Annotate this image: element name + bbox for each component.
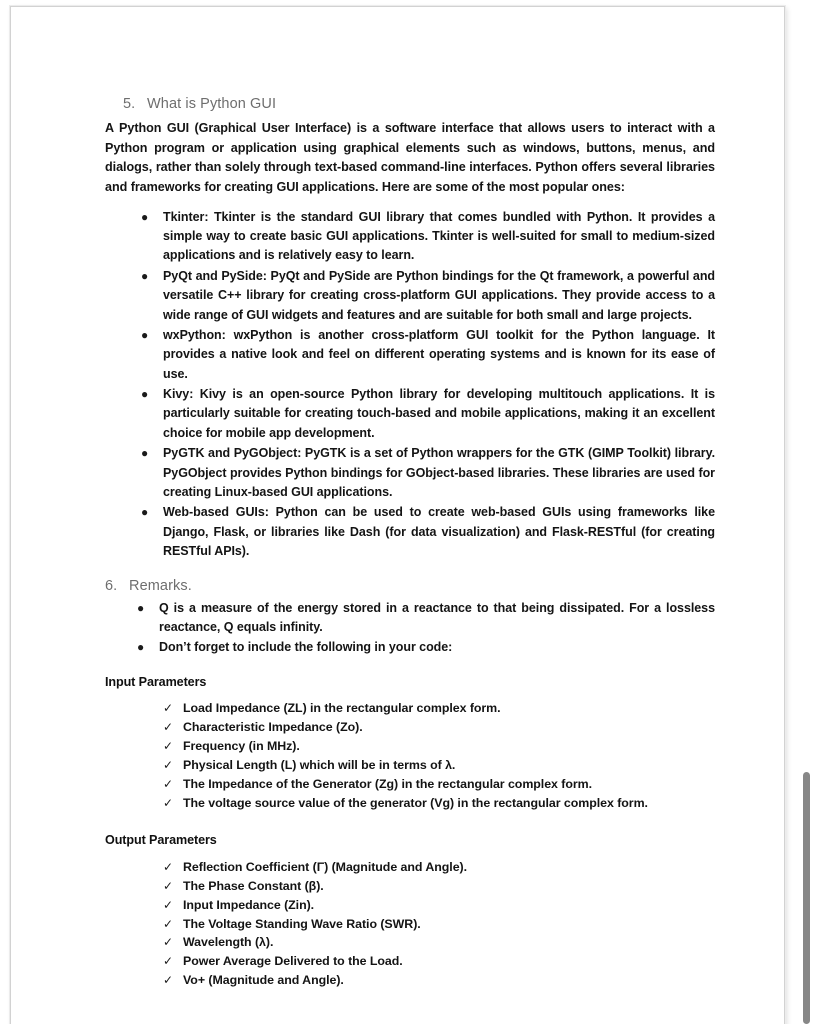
list-item-text: Kivy: Kivy is an open-source Python library for developing multitouch applications. It is particularly suitable for creating touch-based and mobile applications, making it an excellent choice for mobile app development. <box>163 387 715 440</box>
list-item <box>105 267 715 325</box>
list-item <box>105 971 715 990</box>
check-icon: ✓ <box>163 878 174 893</box>
disc-bullet-icon: ● <box>141 505 149 520</box>
list-item <box>105 858 715 877</box>
section-title-6: Remarks. <box>129 578 192 595</box>
list-item-text: Frequency (in MHz). <box>183 739 300 753</box>
list-item <box>105 208 715 266</box>
section-5-paragraph: A Python GUI (Graphical User Interface) is a software interface that allows users to interact with a Python program or application using graphical elements such as windows, buttons, menus, and dialogs, rather than solely through text-based command-line interfaces. Python offers several libraries and frameworks for creating GUI applications. Here are some of the most popular ones: <box>105 121 715 195</box>
list-item-text: Physical Length (L) which will be in terms of λ. <box>183 757 456 772</box>
scrollbar-thumb[interactable] <box>803 772 810 1024</box>
list-item <box>105 503 715 561</box>
input-parameters-heading: Input Parameters <box>105 674 207 689</box>
check-icon: ✓ <box>163 935 174 950</box>
output-parameters-list <box>105 858 715 990</box>
list-item <box>105 385 715 443</box>
list-item-text: Wavelength (λ). <box>183 935 274 950</box>
list-item <box>105 915 715 934</box>
gui-library-list <box>105 208 715 562</box>
list-item <box>105 326 715 384</box>
remarks-list <box>105 599 715 658</box>
check-icon: ✓ <box>163 739 174 753</box>
section-title-5: What is Python GUI <box>147 96 277 112</box>
list-item <box>105 699 715 718</box>
list-item <box>105 877 715 896</box>
list-item <box>105 794 715 813</box>
list-item <box>105 599 715 638</box>
list-item-text: Power Average Delivered to the Load. <box>183 954 403 969</box>
list-item-text: Q is a measure of the energy stored in a reactance to that being dissipated. For a lossless reactance, Q equals infinity. <box>159 600 715 634</box>
list-item-text: Tkinter: Tkinter is the standard GUI library that comes bundled with Python. It provides a simple way to create basic GUI applications. Tkinter is well-suited for small to medium-sized applications and is relatively easy to learn. <box>163 209 715 263</box>
section-number-6: 6. <box>105 578 118 595</box>
list-item-text: Reflection Coefficient (Γ) (Magnitude and Angle). <box>183 860 468 874</box>
list-item-text: The Phase Constant (β). <box>183 878 324 893</box>
disc-bullet-icon: ● <box>141 446 149 461</box>
output-parameters-heading: Output Parameters <box>105 833 217 848</box>
disc-bullet-icon: ● <box>141 209 149 224</box>
list-item-text: PyGTK and PyGObject: PyGTK is a set of Python wrappers for the GTK (GIMP Toolkit) library. PyGObject provides Python bindings for GObject-based libraries. These libraries are used for creating Linux-based GUI applications. <box>163 446 715 499</box>
disc-bullet-icon: ● <box>141 387 149 402</box>
disc-bullet-icon: ● <box>137 640 145 655</box>
list-item <box>105 444 715 502</box>
document-page <box>10 6 785 1024</box>
list-item-text: PyQt and PySide: PyQt and PySide are Python bindings for the Qt framework, a powerful and versatile C++ library for creating cross-platform GUI applications. They provide access to a wide range of GUI widgets and features and are suitable for both small and large projects. <box>163 268 715 322</box>
check-icon: ✓ <box>163 776 174 791</box>
check-icon: ✓ <box>163 720 174 735</box>
vertical-scrollbar[interactable] <box>800 0 815 1024</box>
list-item-text: The voltage source value of the generator (Vg) in the rectangular complex form. <box>183 795 648 810</box>
list-item <box>105 638 715 657</box>
list-item <box>105 952 715 971</box>
list-item-text: Input Impedance (Zin). <box>183 897 315 912</box>
list-item-text: The Impedance of the Generator (Zg) in the rectangular complex form. <box>183 776 593 791</box>
section-number-5: 5. <box>123 96 136 112</box>
check-icon: ✓ <box>163 701 174 716</box>
section-heading-5 <box>105 95 715 113</box>
list-item-text: Web-based GUIs: Python can be used to create web-based GUIs using frameworks like Django, Flask, or libraries like Dash (for data visualization) and Flask-RESTful (for creating RESTful APIs). <box>163 505 715 559</box>
list-item-text: wxPython: wxPython is another cross-platform GUI toolkit for the Python language. It provides a native look and feel on different operating systems and is known for its ease of use. <box>163 327 715 381</box>
list-item <box>105 896 715 915</box>
disc-bullet-icon: ● <box>137 600 145 615</box>
check-icon: ✓ <box>163 973 174 988</box>
list-item <box>105 756 715 775</box>
check-icon: ✓ <box>163 897 174 912</box>
section-heading-6 <box>105 577 715 595</box>
list-item-text: Vo+ (Magnitude and Angle). <box>183 973 344 988</box>
list-item-text: Load Impedance (ZL) in the rectangular complex form. <box>183 701 501 716</box>
list-item-text: Characteristic Impedance (Zo). <box>183 720 363 735</box>
check-icon: ✓ <box>163 860 174 874</box>
list-item <box>105 933 715 952</box>
list-item-text: The Voltage Standing Wave Ratio (SWR). <box>183 916 421 931</box>
check-icon: ✓ <box>163 916 174 931</box>
list-item-text: Don’t forget to include the following in your code: <box>159 640 453 655</box>
check-icon: ✓ <box>163 954 174 969</box>
page-content <box>105 95 715 990</box>
input-parameters-list <box>105 699 715 812</box>
list-item <box>105 737 715 756</box>
list-item <box>105 718 715 737</box>
disc-bullet-icon: ● <box>141 268 149 283</box>
disc-bullet-icon: ● <box>141 327 149 342</box>
check-icon: ✓ <box>163 795 174 810</box>
check-icon: ✓ <box>163 757 174 772</box>
list-item <box>105 775 715 794</box>
